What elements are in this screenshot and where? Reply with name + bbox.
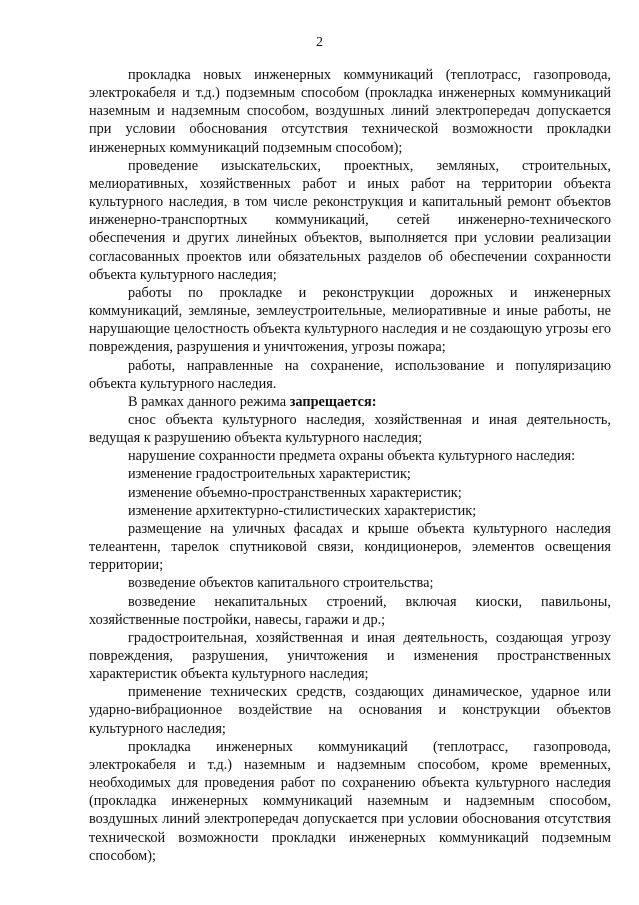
prohibited-item-subject-protection: нарушение сохранности предмета охраны объекта культурного наследия: bbox=[128, 448, 576, 465]
document-body bbox=[89, 66, 611, 865]
prohibited-item-temporary-structures: возведение некапитальных строений, включая киоски, павильоны, хозяйственные постройки, навесы, гаражи и др.; bbox=[89, 593, 611, 628]
prohibited-item-threatening-activity: градостроительная, хозяйственная и иная деятельность, создающая угрозу повреждения, разрушения, уничтожения и изменения пространственных характеристик объекта культурного наследия; bbox=[89, 629, 611, 683]
prohibition-emphasis: запрещается: bbox=[289, 393, 377, 410]
paragraph-road-works: работы по прокладке и реконструкции дорожных и инженерных коммуникаций, земляные, землеустроительные, мелиоративные и иные работы, не нарушающие целостность объекта культурного наследия и не создающую угрозы его повреждения, разрушения и уничтожения, угрозы пожара; bbox=[89, 284, 611, 356]
prohibited-item-volume-characteristics: изменение объемно-пространственных характеристик; bbox=[128, 484, 462, 501]
paragraph-survey-works: проведение изыскательских, проектных, земляных, строительных, мелиоративных, хозяйственных работ и иных работ на территории объекта культурного наследия, в том числе реконструкция и капитальный ремонт объектов инженерно-транспортных коммуникаций, сетей инженерно-технического обеспечения и других линейных объектов, выполняется при условии реализации согласованных проектов или обязательных разделов об обеспечении сохранности объекта культурного наследия; bbox=[89, 157, 611, 283]
paragraph-new-communications: прокладка новых инженерных коммуникаций (теплотрасс, газопровода, электрокабеля и т.д.) подземным способом (прокладка инженерных коммуникаций наземным и надземным способом, воздушных линий электропередач допускается при условии обоснования отсутствия технической возможности прокладки инженерных коммуникаций подземным способом); bbox=[89, 67, 611, 156]
prohibited-item-surface-communications: прокладка инженерных коммуникаций (теплотрасс, газопровода, электрокабеля и т.д.) наземным и надземным способом, кроме временных, необходимых для проведения работ по сохранению объекта культурного наследия (прокладка инженерных коммуникаций наземным и надземным способом, воздушных линий электропередач допускается при условии обоснования отсутствия технической возможности прокладки инженерных коммуникаций подземным способом); bbox=[89, 738, 611, 864]
paragraph-preservation-works: работы, направленные на сохранение, использование и популяризацию объекта культурного наследия. bbox=[89, 357, 611, 392]
prohibited-item-vibration-impact: применение технических средств, создающих динамическое, ударное или ударно-вибрационное воздействие на основания и конструкции объектов культурного наследия; bbox=[89, 684, 611, 737]
page-number: 2 bbox=[316, 35, 323, 50]
prohibited-item-architectural-characteristics: изменение архитектурно-стилистических характеристик; bbox=[128, 502, 477, 519]
prohibited-item-capital-construction: возведение объектов капитального строительства; bbox=[128, 575, 434, 592]
prohibition-heading bbox=[89, 393, 611, 411]
prohibited-item-demolition: снос объекта культурного наследия, хозяйственная и иная деятельность, ведущая к разрушению объекта культурного наследия; bbox=[89, 411, 611, 447]
prohibited-item-facade-equipment: размещение на уличных фасадах и крыше объекта культурного наследия телеантенн, тарелок спутниковой связи, кондиционеров, элементов освещения территории; bbox=[89, 520, 611, 574]
prohibition-intro: В рамках данного режима bbox=[128, 393, 290, 410]
prohibited-item-urban-characteristics: изменение градостроительных характеристик; bbox=[128, 466, 411, 483]
